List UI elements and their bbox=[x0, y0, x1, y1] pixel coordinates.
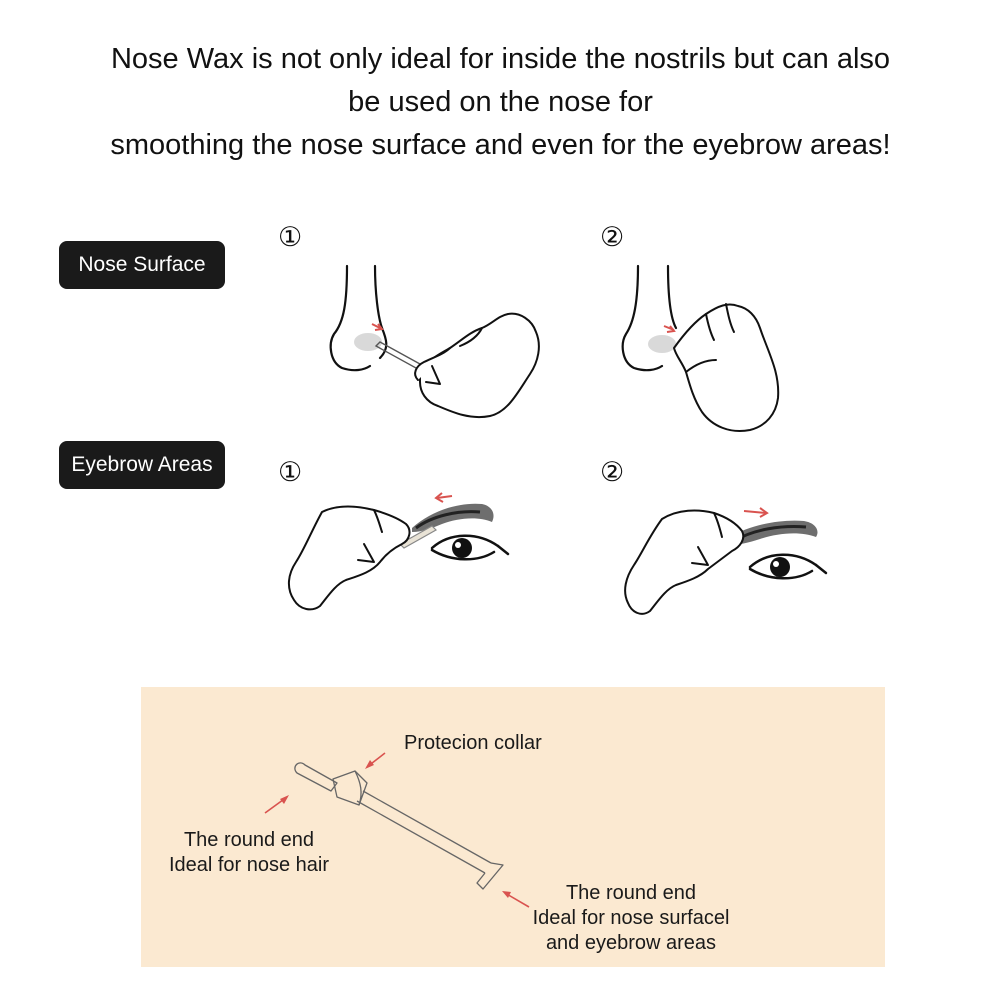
right-end-label-line-3: and eyebrow areas bbox=[545, 932, 717, 954]
headline-line-1: Nose Wax is not only ideal for inside the nostrils but can also bbox=[110, 43, 891, 75]
eyebrow-step-2-number: ② bbox=[600, 457, 625, 487]
eyebrow-step-1-number: ① bbox=[278, 457, 303, 487]
label-arrows bbox=[141, 687, 885, 967]
collar-label: Protecion collar bbox=[404, 732, 542, 754]
eyebrow-step-1-illustration bbox=[282, 488, 532, 623]
eyebrow-step-2-illustration bbox=[620, 495, 840, 625]
headline bbox=[20, 38, 981, 167]
headline-line-2: be used on the nose for bbox=[348, 86, 653, 118]
left-end-label-line-1: The round end bbox=[183, 829, 315, 851]
nose-step-1-illustration bbox=[320, 262, 550, 422]
nose-step-2-illustration bbox=[610, 262, 810, 442]
nose-surface-label: Nose Surface bbox=[59, 241, 225, 289]
right-end-label-line-1: The round end bbox=[565, 882, 697, 904]
right-end-label-line-2: Ideal for nose surfacel bbox=[532, 907, 730, 929]
tool-diagram-panel bbox=[141, 687, 885, 967]
headline-line-3: smoothing the nose surface and even for the eyebrow areas! bbox=[110, 129, 891, 161]
nose-step-2-number: ② bbox=[600, 222, 625, 252]
nose-step-1-number: ① bbox=[278, 222, 303, 252]
left-end-label-line-2: Ideal for nose hair bbox=[168, 854, 330, 876]
eyebrow-areas-label: Eyebrow Areas bbox=[59, 441, 225, 489]
